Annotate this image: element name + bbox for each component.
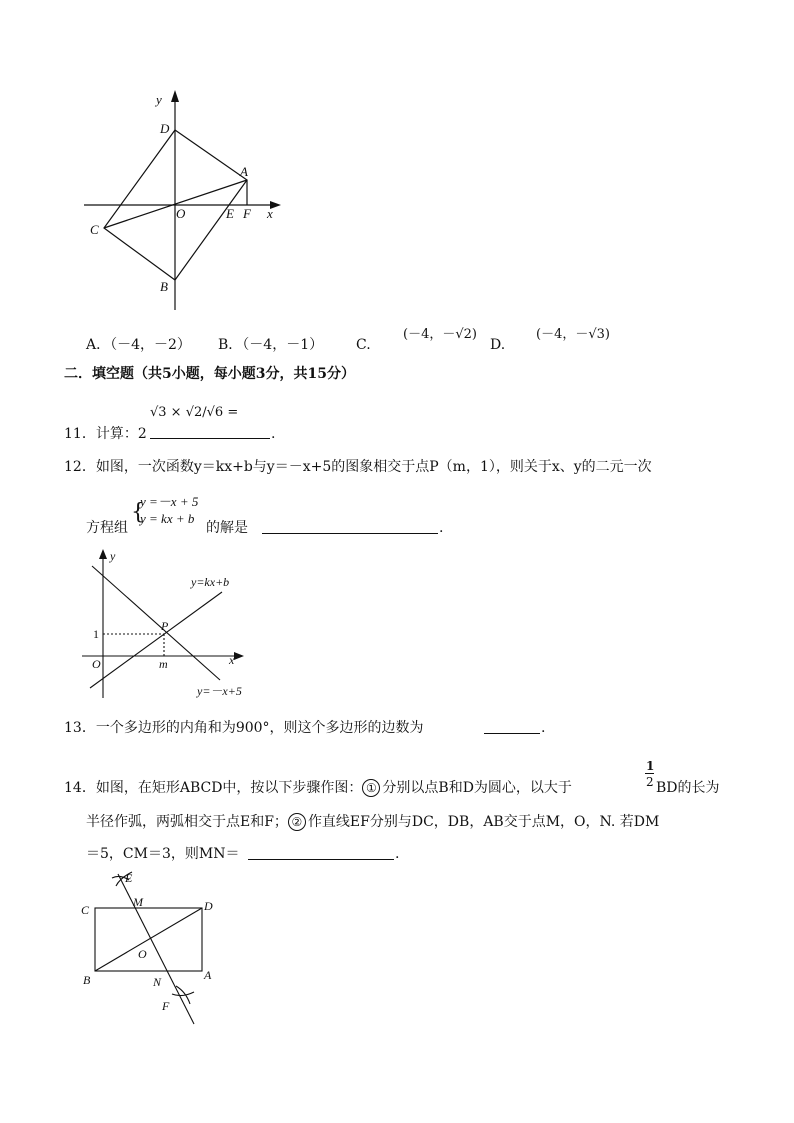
q12-system-lead: 方程组 [86,520,128,536]
label-o: O [92,657,101,671]
choice-d-value: (－4，－√3) [536,327,610,342]
label-x: x [229,653,235,667]
q12-text: 如图，一次函数y＝kx+b与y＝－x+5的图象相交于点P（m，1），则关于x、y的二元一次 [95,459,652,475]
label-e: E [226,206,234,221]
label-f: F [162,999,170,1013]
q12-number: 12． [64,459,96,475]
q13-text: 一个多边形的内角和为900°，则这个多边形的边数为 [95,720,424,736]
q11-answer-blank[interactable] [150,438,270,439]
q11-lead: 计算： [95,426,138,442]
label-e: E [125,871,133,885]
label-c: C [90,222,99,237]
choice-c-value: (－4，－√2) [403,327,477,342]
q12-tail: 的解是 [206,520,248,536]
q11-row [64,425,147,443]
label-y: y [110,549,116,563]
label-one: 1 [93,627,99,641]
q14-line1: 14．如图，在矩形ABCD中，按以下步骤作图： ① 分别以点B和D为圆心，以大于 [64,780,572,796]
section-heading: 二．填空题（共5小题，每小题3分，共15分） [64,366,355,382]
label-p: P [161,619,169,633]
q12-eq1: y =－x + 5 [140,494,199,509]
brace-icon: { [131,500,145,525]
choice-d-letter: D. [490,337,506,353]
figure-rectangle [76,868,226,1028]
label-m: M [133,895,143,909]
label-f: F [243,206,251,221]
y-axis-arrow [99,549,107,559]
diagonal-bd [95,908,202,971]
q14-line2: 半径作弧，两弧相交于点E和F； ② 作直线EF分别与DC，DB，AB交于点M，O，N. 若DM [86,814,660,830]
choice-a: A．（－4，－2） [86,337,191,353]
line-ef [118,874,194,1024]
step1-marker: ① [362,779,380,797]
label-line2: y=－x+5 [197,684,242,698]
q14-line1-end: BD的长为 [656,780,720,796]
q11-expression: √3 × √2/√6 = [150,405,239,420]
q12-eq2: y = kx + b [140,511,195,526]
y-axis-arrow [171,90,179,102]
q12-answer-blank[interactable] [262,533,438,534]
label-b: B [160,279,168,294]
label-n: N [153,975,162,989]
label-line1: y=kx+b [191,575,230,589]
label-b: B [83,973,91,987]
choice-b: B．（－4，－1） [218,337,324,353]
figure-lines [80,548,270,700]
frac-denominator: 2 [646,775,654,789]
label-a: A [204,968,212,982]
q11-coef: 2 [137,426,147,442]
q11-number: 11． [64,426,96,442]
label-d: D [204,899,213,913]
choice-c-letter: C. [356,337,371,353]
q14-line3: ＝5，CM＝3，则MN＝ [86,846,240,862]
label-y: y [156,92,162,107]
label-m: m [159,657,168,671]
q14-number: 14． [64,780,96,796]
q14-answer-blank[interactable] [248,859,394,860]
step2-marker: ② [288,813,306,831]
q13-answer-blank[interactable] [484,733,540,734]
q13-row [64,719,424,737]
q12-line1 [64,458,652,476]
x-axis-arrow [234,652,244,660]
line-y-kx-b [90,592,222,688]
label-c: C [81,903,90,917]
label-o: O [138,947,147,961]
label-d: D [160,121,170,136]
label-a: A [240,164,248,179]
q13-number: 13． [64,720,96,736]
figure-rhombus [78,88,288,313]
label-x: x [267,206,273,221]
label-o: O [176,206,186,221]
frac-numerator: 1 [646,759,655,773]
